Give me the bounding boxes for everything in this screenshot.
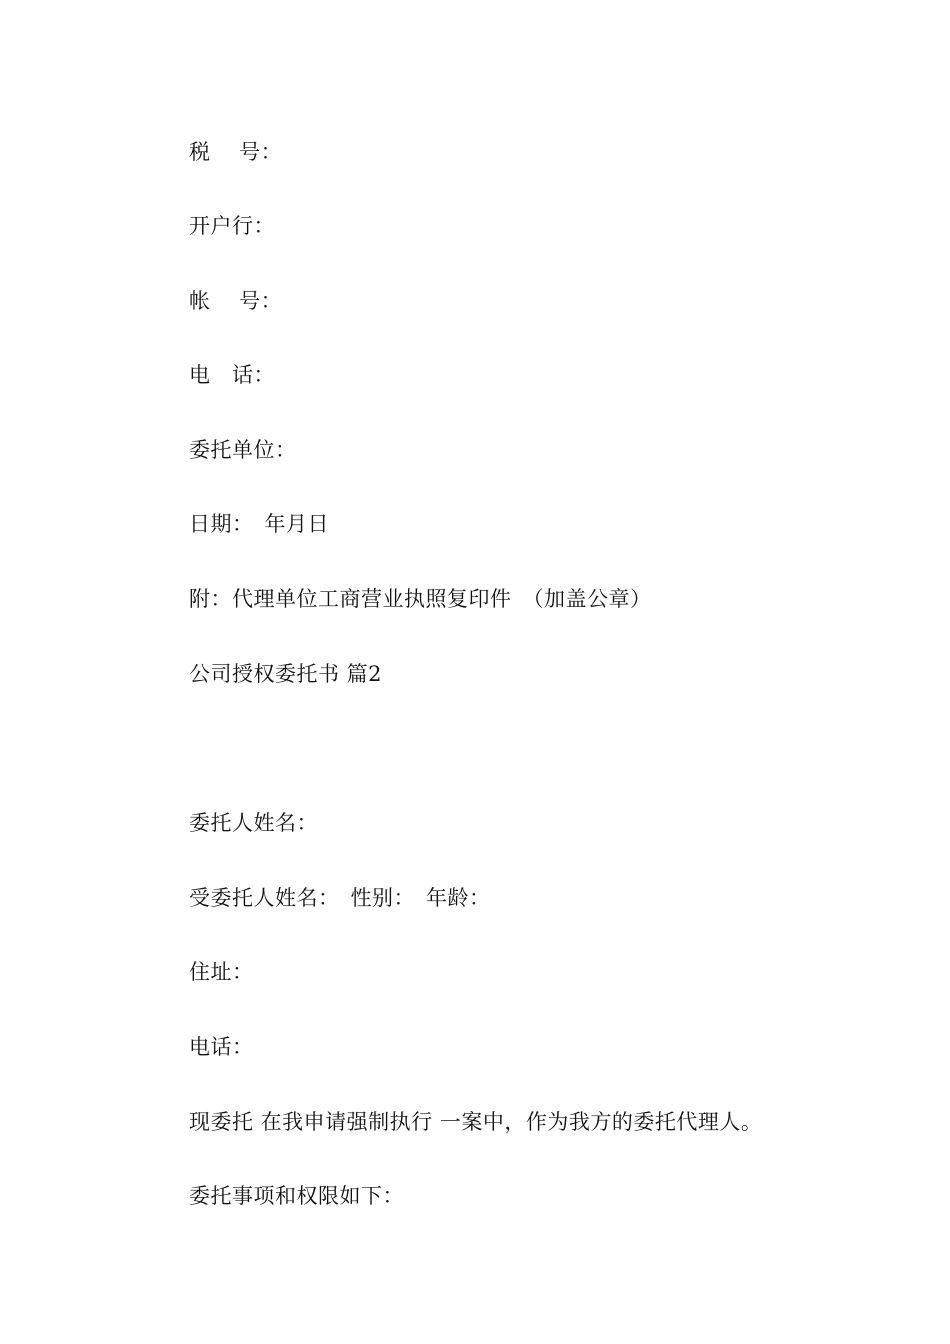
matters-and-authority-label: 委托事项和权限如下：	[189, 1184, 404, 1208]
entrustment-statement: 现委托 在我申请强制执行 一案中，作为我方的委托代理人。	[189, 1110, 763, 1134]
phone-label: 电 话：	[189, 363, 275, 387]
bank-label: 开户行：	[189, 214, 275, 238]
address-label: 住址：	[189, 960, 254, 984]
phone-label-2: 电话：	[189, 1035, 254, 1059]
agent-info-label: 受委托人姓名： 性别： 年龄：	[189, 886, 491, 910]
entrusting-unit-label: 委托单位：	[189, 438, 297, 462]
tax-number-label: 税 号：	[189, 140, 283, 164]
account-number-label: 帐 号：	[189, 289, 283, 313]
section-heading: 公司授权委托书 篇2	[189, 662, 383, 686]
attachment-note: 附：代理单位工商营业执照复印件 （加盖公章）	[189, 587, 652, 611]
date-label: 日期： 年月日	[189, 512, 329, 536]
principal-name-label: 委托人姓名：	[189, 811, 318, 835]
